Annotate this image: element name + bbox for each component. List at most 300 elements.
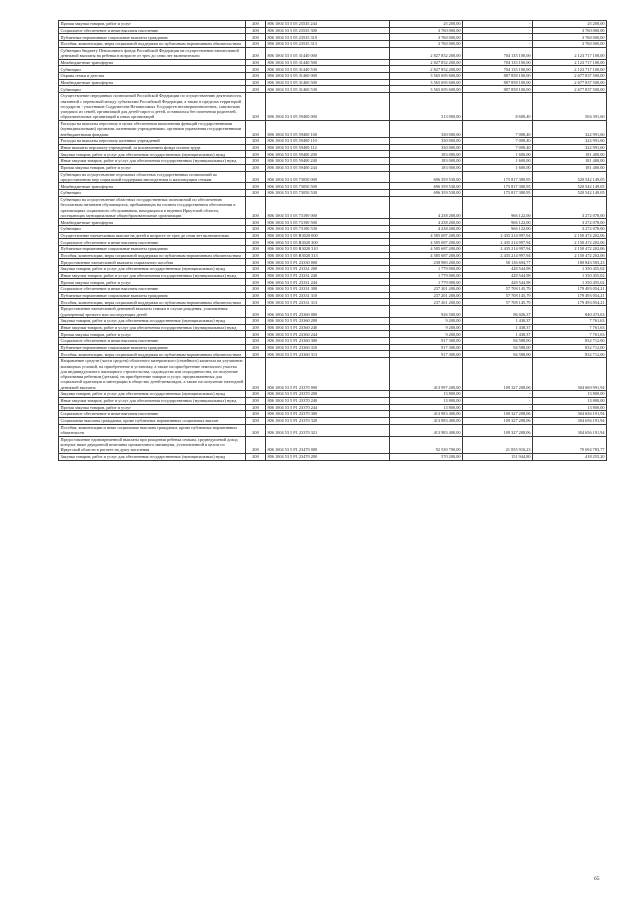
row-executed-amount: 2 435 214 997,94 <box>463 252 533 259</box>
table-row <box>59 424 607 436</box>
row-code: 200 <box>246 424 266 436</box>
row-approved-amount: 4 238 200,00 <box>390 226 463 233</box>
table-row <box>59 299 607 306</box>
row-approved-amount: 917 300,00 <box>390 338 463 345</box>
table-row <box>59 144 607 151</box>
row-name: Предоставление ежемесячной выплаты социального пособия <box>59 259 246 266</box>
table-row <box>59 219 607 226</box>
row-classification-code: 806 1004 53 5 P1 23331 313 <box>266 299 390 306</box>
row-executed-amount: 966 122,00 <box>463 219 533 226</box>
row-unexecuted-amount: 832 712,00 <box>533 351 607 358</box>
row-unexecuted-amount: 3 760 000,00 <box>533 41 607 48</box>
row-unexecuted-amount: 1 350 455,02 <box>533 279 607 286</box>
row-classification-code: 806 1004 53 5 P1 23331 310 <box>266 292 390 299</box>
row-executed-amount: 2 435 214 997,94 <box>463 246 533 253</box>
row-executed-amount: 109 327 208,06 <box>463 411 533 418</box>
row-code: 200 <box>246 138 266 145</box>
row-name: Субвенции <box>59 190 246 197</box>
row-approved-amount: 238 980 200,00 <box>390 259 463 266</box>
row-executed-amount: 84 588,00 <box>463 344 533 351</box>
row-executed-amount: 84 588,00 <box>463 338 533 345</box>
row-name: Направление средств (части средств) областного материнского (семейного) капитала на улучшение жилищных условий, на приобретение и установку, а также на приобретение земельного участка для индивидуального жилищного строительства, садоводства или огородничества, на получение образования ребенком (детьми), на приобретение товаров и услуг, предназначенных для социальной адаптации и интеграции в общество детей-инвалидов, а также на получение ежегодной денежной выплаты <box>59 358 246 391</box>
row-executed-amount: 887 858 100,00 <box>463 86 533 93</box>
row-approved-amount: 237 201 200,00 <box>390 292 463 299</box>
row-executed-amount: 2 435 214 997,94 <box>463 232 533 239</box>
row-classification-code: 806 1004 53 5 P1 23331 240 <box>266 272 390 279</box>
row-executed-amount: 21 835 916,23 <box>463 436 533 453</box>
row-unexecuted-amount: 179 493 054,21 <box>533 292 607 299</box>
row-name: Межбюджетные трансферты <box>59 219 246 226</box>
row-executed-amount: 7 008,40 <box>463 138 533 145</box>
row-code: 200 <box>246 358 266 391</box>
row-unexecuted-amount: 2 150 472 202,06 <box>533 239 607 246</box>
row-unexecuted-amount: 7 761,63 <box>533 324 607 331</box>
row-unexecuted-amount: 7 761,63 <box>533 318 607 325</box>
row-unexecuted-amount: 181 400,00 <box>533 164 607 171</box>
row-classification-code: 806 1004 53 5 05 R3020 000 <box>266 232 390 239</box>
row-name: Публичные нормативные социальные выплаты гражданам <box>59 344 246 351</box>
table-row <box>59 66 607 73</box>
table-row <box>59 21 607 28</box>
row-classification-code: 806 1004 53 5 P1 23370 200 <box>266 391 390 398</box>
row-code: 200 <box>246 59 266 66</box>
row-executed-amount: - <box>463 27 533 34</box>
row-unexecuted-amount: 70 694 783,77 <box>533 436 607 453</box>
row-approved-amount: 4 585 687 200,00 <box>390 246 463 253</box>
row-name: Публичные нормативные социальные выплаты гражданам <box>59 246 246 253</box>
row-approved-amount: 917 300,00 <box>390 351 463 358</box>
row-unexecuted-amount: 2 677 837 500,00 <box>533 79 607 86</box>
row-unexecuted-amount: 2 677 837 500,00 <box>533 73 607 80</box>
table-row <box>59 324 607 331</box>
row-executed-amount: 704 135 100,00 <box>463 66 533 73</box>
row-code: 200 <box>246 34 266 41</box>
table-row <box>59 436 607 453</box>
row-name: Осуществление ежемесячных выплат на детей в возрасте от трех до семи лет включительно <box>59 232 246 239</box>
table-row <box>59 232 607 239</box>
row-code: 200 <box>246 299 266 306</box>
row-approved-amount: 413 983 400,00 <box>390 417 463 424</box>
table-row <box>59 151 607 158</box>
table-row <box>59 164 607 171</box>
row-unexecuted-amount: 3 272 078,00 <box>533 219 607 226</box>
row-code: 200 <box>246 120 266 137</box>
row-approved-amount: 1 779 000,00 <box>390 266 463 273</box>
row-unexecuted-amount: 3 272 078,00 <box>533 196 607 219</box>
row-name: Субвенции <box>59 226 246 233</box>
table-row <box>59 171 607 183</box>
row-classification-code: 806 1004 53 5 05 R3020 313 <box>266 252 390 259</box>
table-row <box>59 27 607 34</box>
table-row <box>59 292 607 299</box>
row-executed-amount: 428 544,98 <box>463 272 533 279</box>
row-classification-code: 806 1004 53 5 05 R3020 300 <box>266 239 390 246</box>
row-unexecuted-amount: 2 123 717 100,00 <box>533 47 607 59</box>
row-name: Иные закупки товаров, работ и услуг для обеспечения государственных (муниципальных) нужд <box>59 272 246 279</box>
row-approved-amount: 3 565 695 600,00 <box>390 73 463 80</box>
row-approved-amount: 330 000,00 <box>390 138 463 145</box>
row-unexecuted-amount: 179 493 054,21 <box>533 299 607 306</box>
row-name: Субвенции <box>59 66 246 73</box>
row-classification-code: 806 1004 53 5 P1 23360 313 <box>266 351 390 358</box>
row-classification-code: 806 1004 53 5 P1 23360 310 <box>266 344 390 351</box>
table-row <box>59 417 607 424</box>
row-classification-code: 806 1004 53 5 P1 23330 000 <box>266 259 390 266</box>
table-row <box>59 351 607 358</box>
row-name: Иные выплаты персоналу учреждений, за исключением фонда оплаты труда <box>59 144 246 151</box>
row-name: Иные закупки товаров, работ и услуг для обеспечения государственных (муниципальных) нужд <box>59 324 246 331</box>
row-code: 200 <box>246 190 266 197</box>
row-code: 200 <box>246 324 266 331</box>
row-unexecuted-amount: 832 712,00 <box>533 344 607 351</box>
row-executed-amount: 1 600,00 <box>463 158 533 165</box>
row-classification-code: 806 1004 53 5 05 23535 300 <box>266 27 390 34</box>
row-approved-amount: 2 827 852 200,00 <box>390 66 463 73</box>
row-classification-code: 806 1004 53 5 05 73050 500 <box>266 183 390 190</box>
page-number: 65 <box>594 876 600 882</box>
row-approved-amount: 183 000,00 <box>390 164 463 171</box>
row-executed-amount: 1 600,00 <box>463 164 533 171</box>
row-unexecuted-amount: 2 677 837 500,00 <box>533 86 607 93</box>
row-code: 200 <box>246 286 266 293</box>
row-name: Закупка товаров, работ и услуг для обеспечения государственных (муниципальных) нужд <box>59 453 246 460</box>
row-code: 200 <box>246 158 266 165</box>
row-executed-amount: 58 136 694,77 <box>463 259 533 266</box>
row-classification-code: 806 1004 53 5 05 31440 530 <box>266 66 390 73</box>
row-code: 200 <box>246 411 266 418</box>
row-code: 200 <box>246 252 266 259</box>
row-unexecuted-amount: 304 656 191,94 <box>533 424 607 436</box>
row-unexecuted-amount: 418 255,20 <box>533 453 607 460</box>
row-name: Пособия, компенсации, меры социальной поддержки по публичным нормативным обязательствам <box>59 41 246 48</box>
row-name: Пособия, компенсации и иные социальные выплаты гражданам, кроме публичных нормативных обязательств <box>59 424 246 436</box>
row-name: Закупка товаров, работ и услуг для обеспечения государственных (муниципальных) нужд <box>59 318 246 325</box>
row-code: 200 <box>246 226 266 233</box>
row-executed-amount: 704 135 100,00 <box>463 47 533 59</box>
row-unexecuted-amount: 2 123 717 100,00 <box>533 59 607 66</box>
row-code: 200 <box>246 232 266 239</box>
row-approved-amount: 13 800,00 <box>390 404 463 411</box>
row-code: 200 <box>246 219 266 226</box>
row-approved-amount: 1 779 000,00 <box>390 272 463 279</box>
row-unexecuted-amount: 181 400,00 <box>533 151 607 158</box>
row-name: Расходы на выплаты персоналу в целях обеспечения выполнения функций государственными (муниципальными) органами, казенными учреждениями, органами управления государственными внебюджетными фондами <box>59 120 246 137</box>
row-classification-code: 806 1004 53 5 05 73190 500 <box>266 219 390 226</box>
row-code: 200 <box>246 66 266 73</box>
row-classification-code: 806 1004 53 5 P1 23370 321 <box>266 424 390 436</box>
row-name: Прочая закупка товаров, работ и услуг <box>59 164 246 171</box>
table-row <box>59 286 607 293</box>
row-unexecuted-amount: 180 843 505,23 <box>533 259 607 266</box>
row-executed-amount: 7 008,40 <box>463 120 533 137</box>
table-row <box>59 338 607 345</box>
row-approved-amount: 413 983 400,00 <box>390 424 463 436</box>
row-code: 200 <box>246 417 266 424</box>
row-name: Субвенции <box>59 86 246 93</box>
row-name: Межбюджетные трансферты <box>59 183 246 190</box>
row-code: 200 <box>246 279 266 286</box>
row-unexecuted-amount: 2 123 717 100,00 <box>533 66 607 73</box>
row-executed-amount: 8 608,40 <box>463 93 533 121</box>
row-approved-amount: 2 827 852 200,00 <box>390 47 463 59</box>
row-classification-code: 806 1004 53 5 05 59400 240 <box>266 158 390 165</box>
row-name: Расходы на выплаты персоналу казенных учреждений <box>59 138 246 145</box>
row-classification-code: 806 1004 53 5 05 73190 000 <box>266 196 390 219</box>
row-code: 200 <box>246 397 266 404</box>
row-approved-amount: 4 585 687 200,00 <box>390 232 463 239</box>
row-code: 200 <box>246 93 266 121</box>
row-executed-amount: 428 544,98 <box>463 279 533 286</box>
table-row <box>59 266 607 273</box>
row-classification-code: 806 1004 53 5 05 73050 000 <box>266 171 390 183</box>
row-classification-code: 806 1004 53 5 05 31440 500 <box>266 59 390 66</box>
table-row <box>59 34 607 41</box>
row-approved-amount: 696 359 530,00 <box>390 183 463 190</box>
table-row <box>59 411 607 418</box>
budget-execution-table <box>58 20 607 461</box>
row-code: 200 <box>246 21 266 28</box>
row-approved-amount: 3 565 695 600,00 <box>390 79 463 86</box>
row-executed-amount: 109 327 208,06 <box>463 358 533 391</box>
row-classification-code: 806 1004 53 5 05 59400 100 <box>266 120 390 137</box>
table-row <box>59 196 607 219</box>
row-approved-amount: 9 200,00 <box>390 324 463 331</box>
row-approved-amount: 330 000,00 <box>390 120 463 137</box>
row-executed-amount: 57 708 145,79 <box>463 286 533 293</box>
row-approved-amount: 1 779 000,00 <box>390 279 463 286</box>
row-executed-amount: 428 544,98 <box>463 266 533 273</box>
row-unexecuted-amount: 13 800,00 <box>533 397 607 404</box>
row-approved-amount: 513 000,00 <box>390 93 463 121</box>
row-code: 200 <box>246 183 266 190</box>
row-executed-amount: 84 588,00 <box>463 351 533 358</box>
row-classification-code: 806 1004 53 5 05 59400 244 <box>266 164 390 171</box>
row-approved-amount: 9 200,00 <box>390 318 463 325</box>
row-name: Социальные выплаты гражданам, кроме публичных нормативных социальных выплат <box>59 417 246 424</box>
row-executed-amount: 109 327 208,06 <box>463 417 533 424</box>
row-classification-code: 806 1004 53 5 05 23535 313 <box>266 41 390 48</box>
table-row <box>59 246 607 253</box>
row-approved-amount: 4 238 200,00 <box>390 219 463 226</box>
row-executed-amount: 1 438,37 <box>463 331 533 338</box>
row-approved-amount: 696 359 530,00 <box>390 171 463 183</box>
row-executed-amount: 1 438,37 <box>463 324 533 331</box>
row-executed-amount: 175 817 380,95 <box>463 183 533 190</box>
table-row <box>59 138 607 145</box>
row-name: Закупка товаров, работ и услуг для обеспечения государственных (муниципальных) нужд <box>59 151 246 158</box>
row-unexecuted-amount: 1 350 455,02 <box>533 272 607 279</box>
row-name: Социальное обеспечение и иные выплаты населению <box>59 338 246 345</box>
row-name: Прочая закупка товаров, работ и услуг <box>59 331 246 338</box>
row-code: 200 <box>246 344 266 351</box>
row-approved-amount: 926 500,00 <box>390 306 463 318</box>
table-row <box>59 93 607 121</box>
table-row <box>59 41 607 48</box>
row-code: 200 <box>246 79 266 86</box>
row-name: Субвенции на осуществление областных государственных полномочий по обеспечению бесплатным питанием обучающихся, пребывающих на полном государственном обеспечении в организациях социального обслуживания, находящихся в ведении Иркутской области, посещающих муниципальные общеобразовательные организации <box>59 196 246 219</box>
row-unexecuted-amount: 3 760 000,00 <box>533 34 607 41</box>
row-code: 200 <box>246 292 266 299</box>
table-row <box>59 391 607 398</box>
table-row <box>59 47 607 59</box>
table-row <box>59 259 607 266</box>
row-classification-code: 806 1004 53 5 05 31440 000 <box>266 47 390 59</box>
row-name: Осуществление переданных полномочий Российской Федерации по осуществлению деятельности, связанной с перевозкой между субъектами Российской Федерации, а также в пределах территорий государств - участников Содружества Независимых Государств несовершеннолетних, самовольно ушедших из семей, организаций для детей-сирот и детей, оставшихся без попечения родителей, образовательных организаций и иных организаций <box>59 93 246 121</box>
row-code: 200 <box>246 266 266 273</box>
row-unexecuted-amount: 304 656 191,94 <box>533 417 607 424</box>
row-executed-amount: 175 817 380,95 <box>463 190 533 197</box>
row-approved-amount: 2 827 852 200,00 <box>390 59 463 66</box>
row-unexecuted-amount: 520 542 149,05 <box>533 190 607 197</box>
row-approved-amount: 696 359 530,00 <box>390 190 463 197</box>
row-classification-code: 806 1004 53 5 P1 23360 300 <box>266 338 390 345</box>
row-classification-code: 806 1004 53 5 P1 23470 000 <box>266 436 390 453</box>
row-executed-amount: - <box>463 397 533 404</box>
table-row <box>59 158 607 165</box>
row-executed-amount: 966 122,00 <box>463 196 533 219</box>
row-executed-amount: 1 438,37 <box>463 318 533 325</box>
row-classification-code: 806 1004 53 5 P1 23331 244 <box>266 279 390 286</box>
row-code: 200 <box>246 259 266 266</box>
row-name: Социальное обеспечение и иные выплаты населению <box>59 286 246 293</box>
row-code: 200 <box>246 239 266 246</box>
row-classification-code: 806 1004 53 5 05 23535 310 <box>266 34 390 41</box>
row-classification-code: 806 1004 53 5 P1 23370 240 <box>266 397 390 404</box>
row-executed-amount: - <box>463 41 533 48</box>
row-executed-amount: 887 858 100,00 <box>463 79 533 86</box>
table-row <box>59 306 607 318</box>
row-approved-amount: 13 800,00 <box>390 397 463 404</box>
row-approved-amount: 413 997 200,00 <box>390 358 463 391</box>
table-row <box>59 272 607 279</box>
row-approved-amount: 330 000,00 <box>390 144 463 151</box>
row-approved-amount: 3 760 000,00 <box>390 34 463 41</box>
table-row <box>59 404 607 411</box>
row-executed-amount: 86 026,37 <box>463 306 533 318</box>
row-code: 200 <box>246 151 266 158</box>
row-classification-code: 806 1004 53 5 P1 23470 200 <box>266 453 390 460</box>
row-unexecuted-amount: 840 473,63 <box>533 306 607 318</box>
row-approved-amount: 183 000,00 <box>390 151 463 158</box>
row-name: Субвенции бюджету Пенсионного фонда Российской Федерации на осуществление ежемесячной денежной выплаты на ребенка в возрасте от трех до семи лет включительно <box>59 47 246 59</box>
row-name: Закупка товаров, работ и услуг для обеспечения государственных (муниципальных) нужд <box>59 266 246 273</box>
row-classification-code: 806 1004 53 5 P1 23360 200 <box>266 318 390 325</box>
table-row <box>59 73 607 80</box>
table-row <box>59 86 607 93</box>
row-unexecuted-amount: 2 150 472 202,06 <box>533 252 607 259</box>
row-approved-amount: 4 238 200,00 <box>390 196 463 219</box>
row-code: 200 <box>246 306 266 318</box>
row-code: 200 <box>246 272 266 279</box>
table-row <box>59 318 607 325</box>
row-approved-amount: 917 300,00 <box>390 344 463 351</box>
report-sheet <box>58 20 606 461</box>
row-unexecuted-amount: 322 991,60 <box>533 138 607 145</box>
table-row <box>59 120 607 137</box>
row-classification-code: 806 1004 53 5 P1 23370 000 <box>266 358 390 391</box>
row-executed-amount: 57 708 145,79 <box>463 292 533 299</box>
row-executed-amount: 7 008,40 <box>463 144 533 151</box>
table-row <box>59 344 607 351</box>
row-approved-amount: 413 983 400,00 <box>390 411 463 418</box>
table-row <box>59 453 607 460</box>
row-executed-amount: 1 600,00 <box>463 151 533 158</box>
row-approved-amount: 3 760 000,00 <box>390 41 463 48</box>
row-classification-code: 806 1004 53 5 05 59400 200 <box>266 151 390 158</box>
row-name: Межбюджетные трансферты <box>59 59 246 66</box>
row-classification-code: 806 1004 53 5 05 73190 530 <box>266 226 390 233</box>
row-name: Иные закупки товаров, работ и услуг для обеспечения государственных (муниципальных) нужд <box>59 397 246 404</box>
row-name: Социальное обеспечение и иные выплаты населению <box>59 27 246 34</box>
row-classification-code: 806 1004 53 5 P1 23360 000 <box>266 306 390 318</box>
table-row <box>59 279 607 286</box>
row-name: Пособия, компенсации, меры социальной поддержки по публичным нормативным обязательствам <box>59 299 246 306</box>
row-name: Пособия, компенсации, меры социальной поддержки по публичным нормативным обязательствам <box>59 351 246 358</box>
row-approved-amount: 25 200,00 <box>390 21 463 28</box>
row-name: Субвенции на осуществление отдельных областных государственных полномочий по предоставлению мер социальной поддержки многодетным и малоимущим семьям <box>59 171 246 183</box>
row-executed-amount: - <box>463 391 533 398</box>
row-unexecuted-amount: 832 712,00 <box>533 338 607 345</box>
row-approved-amount: 13 800,00 <box>390 391 463 398</box>
table-row <box>59 239 607 246</box>
row-executed-amount: - <box>463 404 533 411</box>
row-unexecuted-amount: 7 761,63 <box>533 331 607 338</box>
row-code: 200 <box>246 86 266 93</box>
row-code: 200 <box>246 41 266 48</box>
row-classification-code: 806 1004 53 5 05 59400 110 <box>266 138 390 145</box>
row-executed-amount: 57 708 145,79 <box>463 299 533 306</box>
row-classification-code: 806 1004 53 5 P1 23370 320 <box>266 417 390 424</box>
row-unexecuted-amount: 322 991,60 <box>533 120 607 137</box>
row-unexecuted-amount: 1 350 455,02 <box>533 266 607 273</box>
row-name: Предоставление ежемесячной денежной выплаты семьям в случае рождения, усыновления (удочерения) третьего или последующих детей <box>59 306 246 318</box>
row-approved-amount: 570 200,00 <box>390 453 463 460</box>
row-classification-code: 806 1004 53 5 P1 23360 240 <box>266 324 390 331</box>
row-name: Прочая закупка товаров, работ и услуг <box>59 404 246 411</box>
table-row <box>59 59 607 66</box>
row-approved-amount: 4 585 687 200,00 <box>390 252 463 259</box>
row-code: 200 <box>246 171 266 183</box>
row-unexecuted-amount: 2 150 472 202,06 <box>533 232 607 239</box>
row-approved-amount: 3 565 695 600,00 <box>390 86 463 93</box>
row-approved-amount: 4 585 687 200,00 <box>390 239 463 246</box>
row-name: Социальное обеспечение и иные выплаты населению <box>59 411 246 418</box>
row-classification-code: 806 1004 53 5 P1 23370 300 <box>266 411 390 418</box>
row-unexecuted-amount: 3 760 000,00 <box>533 27 607 34</box>
row-approved-amount: 9 200,00 <box>390 331 463 338</box>
row-executed-amount: 887 858 100,00 <box>463 73 533 80</box>
row-executed-amount: 151 944,80 <box>463 453 533 460</box>
row-classification-code: 806 1004 53 5 05 R3020 310 <box>266 246 390 253</box>
row-code: 200 <box>246 404 266 411</box>
table-row <box>59 331 607 338</box>
row-name: Социальное обеспечение и иные выплаты населению <box>59 239 246 246</box>
row-classification-code: 806 1004 53 5 P1 23360 244 <box>266 331 390 338</box>
row-executed-amount: - <box>463 21 533 28</box>
row-approved-amount: 3 760 000,00 <box>390 27 463 34</box>
row-code: 200 <box>246 47 266 59</box>
row-unexecuted-amount: 13 800,00 <box>533 404 607 411</box>
row-unexecuted-amount: 3 272 078,00 <box>533 226 607 233</box>
row-unexecuted-amount: 13 800,00 <box>533 391 607 398</box>
row-classification-code: 806 1004 53 5 05 31460 530 <box>266 86 390 93</box>
row-classification-code: 806 1004 53 5 05 73050 530 <box>266 190 390 197</box>
row-classification-code: 806 1004 53 5 05 59400 000 <box>266 93 390 121</box>
row-classification-code: 806 1004 53 5 P1 23331 200 <box>266 266 390 273</box>
row-name: Предоставление единовременной выплаты при рождении ребенка семьям, среднедушевой доход которых ниже двукратной величины прожиточного минимума, установленной в целом по Иркутской области в расчете на душу населения <box>59 436 246 453</box>
row-unexecuted-amount: 520 542 149,05 <box>533 171 607 183</box>
row-code: 200 <box>246 164 266 171</box>
